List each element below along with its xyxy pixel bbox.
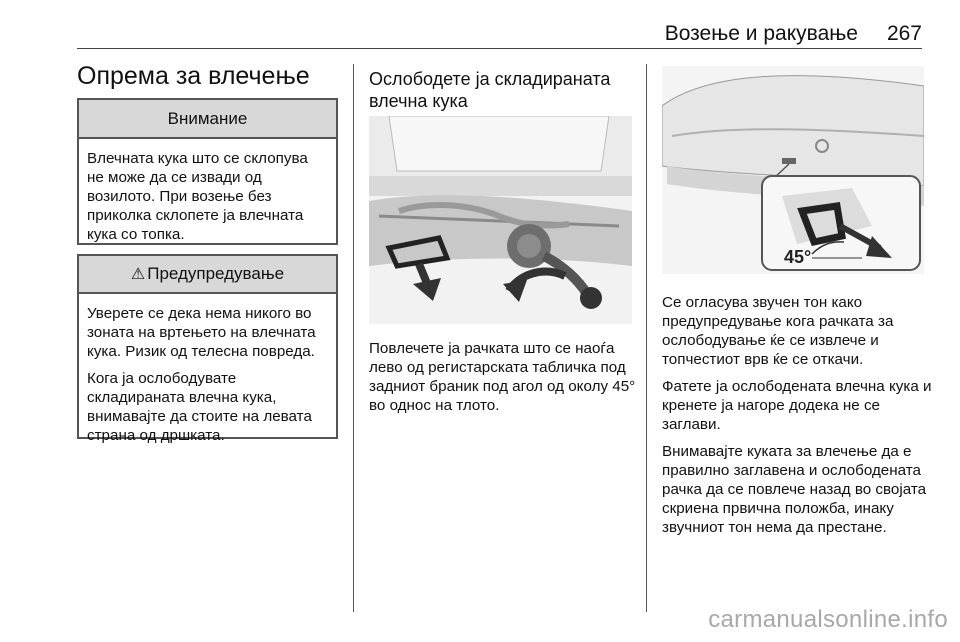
rear-bumper-figure	[662, 66, 924, 274]
right-column-text	[662, 293, 932, 545]
header-title: Возење и ракување	[664, 22, 858, 45]
header-rule	[77, 48, 922, 49]
paragraph: Се огласува звучен тон како предупредување кога рачката за ослободување ќе се извлече и топчестиот врв ќе се откачи.	[662, 294, 894, 368]
watermark-text: carmanualsonline.info	[708, 606, 948, 633]
section-title: Опрема за влечење	[77, 62, 310, 90]
tow-hook-release-figure	[369, 116, 632, 324]
warning-box	[77, 254, 338, 444]
warning-triangle-icon: ⚠	[130, 266, 146, 283]
page-number: 267	[886, 22, 922, 45]
column-divider	[646, 64, 647, 612]
notice-heading: Внимание	[79, 100, 336, 139]
paragraph: Фатете ја ослободената влечна кука и кренете ја нагоре додека не се заглави.	[662, 378, 932, 433]
warning-paragraph: Уверете се дека нема никого во зоната на вртењето на влечната кука. Ризик од телесна повреда.	[87, 305, 316, 360]
release-title: Ослободете ја складираната влечна кука	[369, 69, 611, 111]
warning-paragraph: Кога ја ослободувате складираната влечна кука, внимавајте да стоите на левата страна од дршката.	[87, 370, 312, 444]
release-instruction: Повлечете ја рачката што се наоѓа лево од регистарската табличка под задниот браник под агол од околу 45° во однос на тлото.	[369, 340, 636, 414]
angle-label: 45°	[784, 247, 812, 267]
warning-header	[79, 256, 336, 294]
column-divider	[353, 64, 354, 612]
notice-box	[77, 98, 338, 245]
notice-text: Влечната кука што се склопува не може да се извади од возилото. При возење без приколка склопете ја влечната кука со топка.	[87, 150, 308, 243]
warning-heading: Предупредување	[147, 264, 285, 283]
paragraph: Внимавајте куката за влечење да е правилно заглавена и ослободената рачка да се повлече назад во својата скриена првична положба, инаку звучниот тон нема да престане.	[662, 443, 927, 536]
